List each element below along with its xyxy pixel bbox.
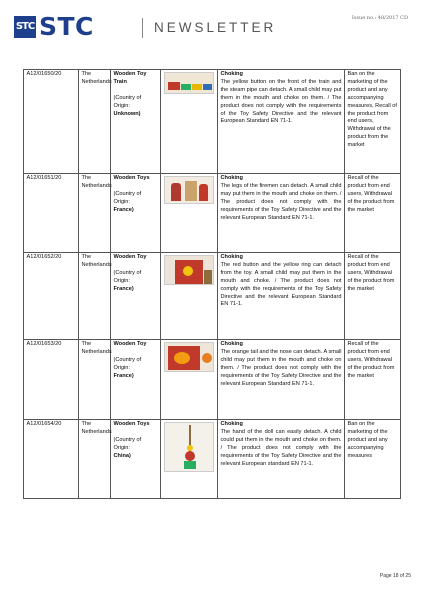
- stc-logo-mark: [14, 16, 36, 38]
- origin-value: France): [113, 372, 134, 379]
- risk-description: The hand of the doll can easily detach. A child could put them in the mouth and choke on them. / The product does not comply with the requirements of the Toy Safety Directive and the relevant European standard EN 71-1.: [220, 428, 342, 467]
- newsletter-header: [14, 12, 414, 46]
- table-row: [24, 174, 401, 253]
- origin-label: (Country of Origin:: [113, 269, 142, 284]
- measures-cell: Recall of the product from end users, Withdrawal of the product from the market: [345, 174, 401, 253]
- country-cell: The Netherlands: [79, 340, 111, 420]
- risk-description: The legs of the firemen can detach. A small child may put them in the mouth and choke on them. / The product does not comply with the requirements of the Toy Safety Directive and the relevant European Standard EN 71-1.: [220, 182, 342, 221]
- image-cell: [161, 420, 218, 499]
- table-row: [24, 340, 401, 420]
- country-cell: The Netherlands: [79, 70, 111, 174]
- reference-cell: A12/01654/20: [24, 420, 79, 499]
- product-cell: [111, 340, 161, 420]
- risk-description: The yellow button on the front of the train and the steam pipe can detach. A small child may put them in the mouth and choke on them. / The product does not comply with the requirements of the Toy Safety Directive and the relevant European Standard EN 71-1.: [220, 78, 342, 125]
- measures-cell: Recall of the product from end users, Withdrawal of the product from the market: [345, 253, 401, 340]
- reference-cell: A12/01652/20: [24, 253, 79, 340]
- origin-value-line: [114, 453, 158, 461]
- product-cell: [111, 174, 161, 253]
- product-cell: [111, 420, 161, 499]
- country-cell: The Netherlands: [79, 174, 111, 253]
- product-name: Wooden Toy: [113, 341, 147, 347]
- reference-cell: A12/01650/20: [24, 70, 79, 174]
- risk-title: Choking: [220, 71, 243, 77]
- country-cell: The Netherlands: [79, 420, 111, 499]
- origin-value: France): [113, 206, 134, 213]
- product-cell: [111, 70, 161, 174]
- origin-label: (Country of Origin:: [113, 356, 142, 371]
- product-alert-table: [23, 69, 401, 499]
- product-name: Wooden Toy: [113, 254, 147, 260]
- image-cell: [161, 340, 218, 420]
- newsletter-title: NEWSLETTER: [154, 20, 277, 35]
- reference-cell: A12/01651/20: [24, 174, 79, 253]
- issue-number: Issue no.: 48/2017 CD: [351, 15, 408, 21]
- reference-cell: A12/01653/20: [24, 340, 79, 420]
- wooden-train-photo: [164, 72, 214, 94]
- product-cell: [111, 253, 161, 340]
- risk-title: Choking: [220, 421, 243, 427]
- risk-description: The orange tail and the nose can detach. A small child may put them in the mouth and choke on them. / The product does not comply with the requirements of the Toy Safety Directive and the relevant European Standard EN 71-1.: [220, 348, 342, 387]
- stc-logo-text: STC: [39, 12, 94, 41]
- wooden-animal-photo: [164, 342, 214, 372]
- risk-title: Choking: [220, 341, 243, 347]
- origin-label: (Country of Origin:: [113, 94, 142, 109]
- image-cell: [161, 253, 218, 340]
- table-row: [24, 70, 401, 174]
- risk-cell: [218, 70, 345, 174]
- measures-cell: Recall of the product from end users, Withdrawal of the product from the market: [345, 340, 401, 420]
- origin-label: (Country of Origin:: [113, 190, 142, 205]
- product-name: Wooden Toys: [113, 175, 150, 181]
- product-name: Wooden Toy Train: [113, 71, 147, 85]
- table-row: [24, 253, 401, 340]
- wooden-doll-stick-photo: [164, 422, 214, 472]
- risk-description: The red button and the yellow ring can detach from the toy. A small child may put them in the mouth and choke. / The product does not comply with the requirements of the Toy Safety Directive and the relevant European Standard EN 71-1.: [220, 261, 342, 308]
- country-cell: The Netherlands: [79, 253, 111, 340]
- measures-cell: Ban on the marketing of the product and any accompanying measures: [345, 420, 401, 499]
- origin-value: France): [113, 285, 134, 292]
- risk-cell: [218, 340, 345, 420]
- logo-mark-text: STC: [15, 21, 35, 32]
- header-divider: [142, 18, 143, 38]
- product-name: Wooden Toys: [113, 421, 150, 427]
- risk-cell: [218, 174, 345, 253]
- risk-title: Choking: [220, 175, 243, 181]
- origin-value: Unknown): [113, 110, 141, 117]
- risk-cell: [218, 420, 345, 499]
- measures-cell: Ban on the marketing of the product and any accompanying measures, Recall of the product from end users, Withdrawal of the product from the market: [345, 70, 401, 174]
- page-number: Page 18 of 25: [379, 573, 411, 579]
- origin-value: China): [113, 452, 131, 459]
- origin-label: (Country of Origin:: [113, 436, 142, 451]
- image-cell: [161, 174, 218, 253]
- risk-title: Choking: [220, 254, 243, 260]
- risk-cell: [218, 253, 345, 340]
- image-cell: [161, 70, 218, 174]
- wooden-box-photo: [164, 255, 214, 285]
- wooden-firemen-photo: [164, 176, 214, 204]
- table-row: [24, 420, 401, 499]
